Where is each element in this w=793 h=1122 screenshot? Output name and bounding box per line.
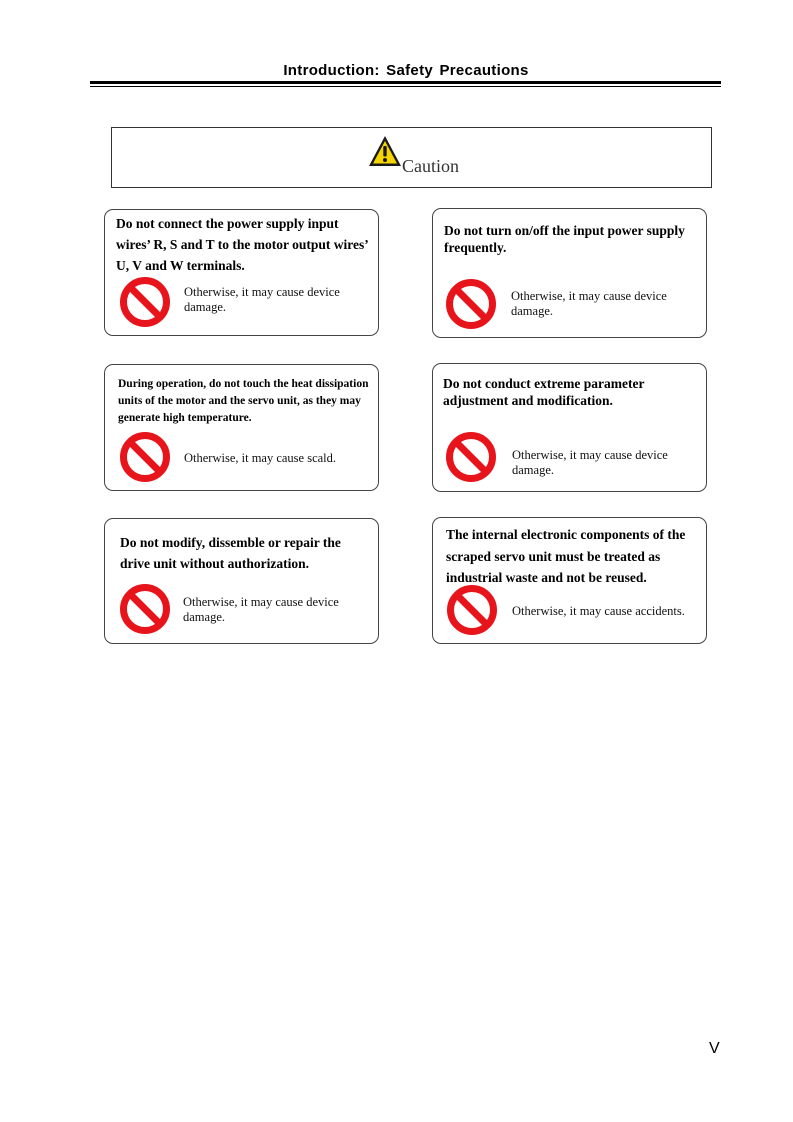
prohibition-icon [445,431,497,483]
safety-card-parameter-adjustment [432,363,707,492]
card-note: Otherwise, it may cause accidents. [512,604,685,618]
card-note: Otherwise, it may cause scald. [184,451,337,465]
prohibition-icon [446,584,498,636]
card-note: Otherwise, it may cause device damage. [511,289,667,318]
header-rule [90,81,721,84]
card-title: The internal electronic components of the scraped servo unit must be treated as industrial waste and not be reused. [446,527,686,585]
safety-card-waste-disposal [432,517,707,644]
card-note: Otherwise, it may cause device damage. [183,595,339,624]
prohibition-icon [119,276,171,328]
prohibition-icon [445,278,497,330]
safety-card-heat-dissipation [104,364,379,491]
safety-card-unauthorized-repair [104,518,379,644]
safety-card-power-wiring [104,209,379,336]
warning-triangle-icon [368,135,402,167]
card-note: Otherwise, it may cause device damage. [184,285,340,314]
card-title: Do not turn on/off the input power supply frequently. [444,223,685,255]
card-title: Do not modify, dissemble or repair the drive unit without authorization. [120,535,341,571]
prohibition-icon [119,431,171,483]
header-rule-thin [90,86,721,87]
card-title: Do not connect the power supply input wires’ R, S and T to the motor output wires’ U, V and W terminals. [116,216,368,273]
card-note: Otherwise, it may cause device damage. [512,448,668,477]
caution-label: Caution [402,156,459,176]
card-title: During operation, do not touch the heat dissipation units of the motor and the servo unit, as they may generate high temperature. [118,378,369,424]
page-title: Introduction: Safety Precautions [283,62,529,79]
safety-card-power-cycling [432,208,707,338]
prohibition-icon [119,583,171,635]
card-title: Do not conduct extreme parameter adjustment and modification. [443,376,645,408]
caution-banner [111,127,712,188]
page-number: V [709,1040,720,1057]
